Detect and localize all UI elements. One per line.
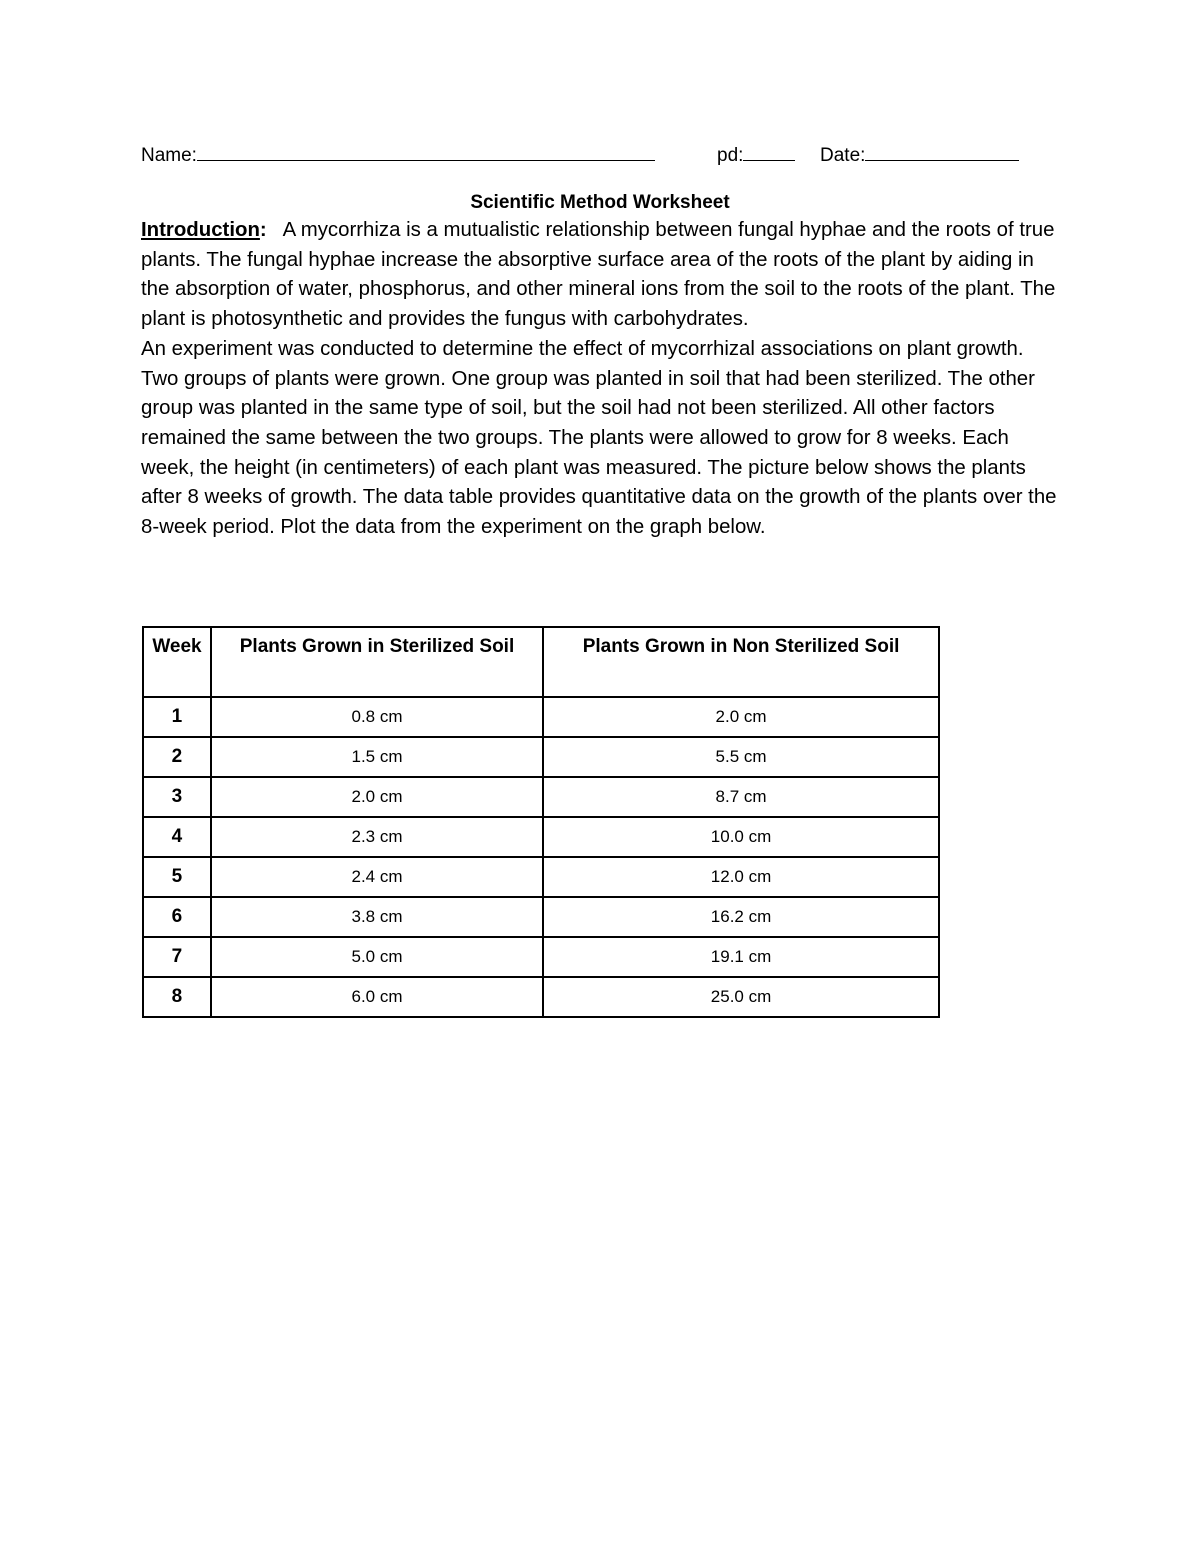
week-cell: 7 bbox=[143, 937, 211, 977]
sterilized-cell: 6.0 cm bbox=[211, 977, 543, 1017]
name-blank bbox=[197, 141, 655, 161]
week-cell: 6 bbox=[143, 897, 211, 937]
non-sterilized-cell: 8.7 cm bbox=[543, 777, 939, 817]
sterilized-cell: 5.0 cm bbox=[211, 937, 543, 977]
sterilized-cell: 3.8 cm bbox=[211, 897, 543, 937]
name-label: Name: bbox=[141, 145, 197, 166]
table-row bbox=[143, 857, 939, 897]
introduction-label: Introduction bbox=[141, 219, 260, 241]
period-blank bbox=[743, 141, 795, 161]
worksheet-title: Scientific Method Worksheet bbox=[470, 192, 730, 213]
sterilized-cell: 1.5 cm bbox=[211, 737, 543, 777]
week-cell: 5 bbox=[143, 857, 211, 897]
introduction-section bbox=[141, 216, 1066, 543]
non-sterilized-cell: 25.0 cm bbox=[543, 977, 939, 1017]
table-row bbox=[143, 897, 939, 937]
name-field bbox=[141, 141, 655, 169]
table-row bbox=[143, 737, 939, 777]
sterilized-cell: 2.4 cm bbox=[211, 857, 543, 897]
table-row bbox=[143, 697, 939, 737]
non-sterilized-cell: 19.1 cm bbox=[543, 937, 939, 977]
worksheet-header bbox=[141, 141, 1041, 167]
table-row bbox=[143, 777, 939, 817]
non-sterilized-cell: 2.0 cm bbox=[543, 697, 939, 737]
table-header-row bbox=[143, 627, 939, 697]
week-cell: 4 bbox=[143, 817, 211, 857]
introduction-colon: : bbox=[259, 219, 267, 241]
non-sterilized-cell: 10.0 cm bbox=[543, 817, 939, 857]
sterilized-cell: 2.3 cm bbox=[211, 817, 543, 857]
non-sterilized-cell: 12.0 cm bbox=[543, 857, 939, 897]
week-cell: 8 bbox=[143, 977, 211, 1017]
date-field bbox=[820, 141, 1019, 169]
date-blank bbox=[865, 141, 1019, 161]
introduction-paragraph-1 bbox=[141, 216, 1066, 335]
sterilized-cell: 0.8 cm bbox=[211, 697, 543, 737]
non-sterilized-cell: 5.5 cm bbox=[543, 737, 939, 777]
period-field bbox=[717, 141, 795, 169]
growth-data-table bbox=[142, 626, 940, 1018]
week-cell: 3 bbox=[143, 777, 211, 817]
table-row bbox=[143, 937, 939, 977]
week-cell: 1 bbox=[143, 697, 211, 737]
introduction-text-1: A mycorrhiza is a mutualistic relationship between fungal hyphae and the roots of true plants. The fungal hyphae increase the absorptive surface area of the roots of the plant by aiding in the absorption of water, phosphorus, and other mineral ions from the soil to the roots of the plant. The plant is photosynthetic and provides the fungus with carbohydrates. bbox=[141, 219, 1056, 331]
non-sterilized-cell: 16.2 cm bbox=[543, 897, 939, 937]
introduction-paragraph-2: An experiment was conducted to determine the effect of mycorrhizal associations on plant growth. Two groups of plants were grown. One group was planted in soil that had been sterilized. The other group was planted in the same type of soil, but the soil had not been sterilized. All other factors remained the same between the two groups. The plants were allowed to grow for 8 weeks. Each week, the height (in centimeters) of each plant was measured. The picture below shows the plants after 8 weeks of growth. The data table provides quantitative data on the growth of the plants over the 8-week period. Plot the data from the experiment on the graph below. bbox=[141, 337, 1057, 539]
header-sterilized: Plants Grown in Sterilized Soil bbox=[211, 627, 543, 697]
header-week: Week bbox=[143, 627, 211, 697]
sterilized-cell: 2.0 cm bbox=[211, 777, 543, 817]
table-row bbox=[143, 977, 939, 1017]
period-label: pd: bbox=[717, 145, 744, 166]
table-row bbox=[143, 817, 939, 857]
date-label: Date: bbox=[820, 145, 866, 166]
week-cell: 2 bbox=[143, 737, 211, 777]
header-non-sterilized: Plants Grown in Non Sterilized Soil bbox=[543, 627, 939, 697]
